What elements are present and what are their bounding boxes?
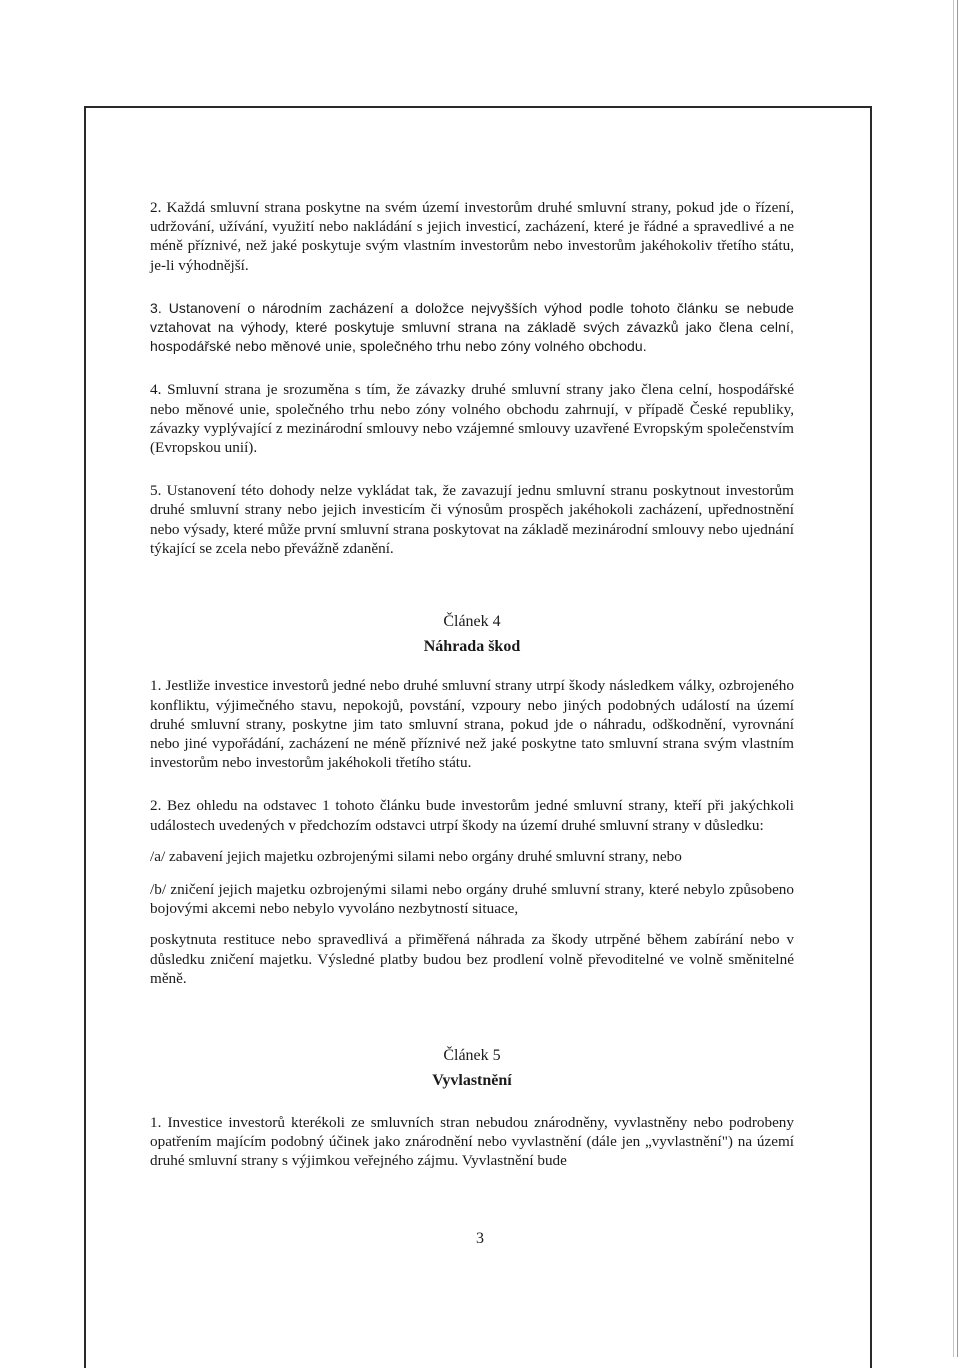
article-5-title: Vyvlastnění	[432, 1072, 512, 1090]
paragraph-3: 3. Ustanovení o národním zacházení a doložce nejvyšších výhod podle tohoto článku se nebude vztahovat na výhody, které poskytuje smluvní strana na základě svých závazků jako člena celní, hospodářské nebo měnové unie, společného trhu nebo zóny volného obchodu.	[150, 299, 794, 355]
scan-edge-line	[957, 0, 958, 1357]
article-4-item-a: /a/ zabavení jejich majetku ozbrojenými silami nebo orgány druhé smluvní strany, nebo	[150, 847, 682, 865]
article-4-paragraph-1: 1. Jestliže investice investorů jedné nebo druhé smluvní strany utrpí škody následkem války, ozbrojeného konfliktu, výjimečného stavu, nepokojů, povstání, vzpoury nebo jiných podobných událostí na území druhé smluvní strany, poskytne jim tato smluvní strana, pokud jde o náhradu, odškodnění, vyrovnání nebo jiné vypořádání, zacházení ne méně příznivé než jaké poskytne tato smluvní strana svým vlastním investorům nebo investorům jakéhokoli třetího státu.	[150, 677, 794, 772]
paragraph-4: 4. Smluvní strana je srozuměna s tím, že závazky druhé smluvní strany jako člena celní, hospodářské nebo měnové unie, společného trhu nebo zóny volného obchodu zahrnují, v případě České republiky, závazky vyplývající z mezinárodní smlouvy nebo vzájemné smlouvy uzavřené Evropským společenstvím (Evropskou unií).	[150, 381, 794, 457]
page-number: 3	[476, 1230, 484, 1247]
article-4-paragraph-2: 2. Bez ohledu na odstavec 1 tohoto článku bude investorům jedné smluvní strany, kteří při jakýchkoli událostech uvedených v předchozím odstavci utrpí škody na území druhé smluvní strany v důsledku:	[150, 797, 794, 834]
article-4-paragraph-3: poskytnuta restituce nebo spravedlivá a přiměřená náhrada za škody utrpěné během zabírání nebo v důsledku zničení majetku. Výsledné platby budou bez prodlení volně převoditelné ve volně směnitelné měně.	[150, 931, 794, 987]
article-4-number: Článek 4	[443, 613, 501, 631]
paragraph-5: 5. Ustanovení této dohody nelze vykládat tak, že zavazují jednu smluvní stranu poskytnout investorům druhé smluvní strany nebo jejich investicím či výnosům prospěch jakéhokoli zacházení, upřednostnění nebo výsady, které může první smluvní strana poskytovat na základě mezinárodní smlouvy nebo ujednání týkající se zcela nebo převážně zdanění.	[150, 482, 794, 557]
article-5-paragraph-1: 1. Investice investorů kterékoli ze smluvních stran nebudou znárodněny, vyvlastněny nebo podrobeny opatřením majícím podobný účinek jako znárodnění nebo vyvlastnění (dále jen „vyvlastnění") na území druhé smluvní strany s výjimkou veřejného zájmu. Vyvlastnění bude	[150, 1113, 794, 1169]
paragraph-2: 2. Každá smluvní strana poskytne na svém území investorům druhé smluvní strany, pokud jde o řízení, udržování, užívání, využití nebo nakládání s jejich investicí, zacházení, které je řádné a spravedlivé a ne méně příznivé, než jaké poskytuje svým vlastním investorům nebo investorům jakéhokoliv třetího státu, je-li výhodnější.	[150, 199, 794, 274]
scan-edge-line-secondary	[953, 0, 954, 1357]
document-body	[150, 198, 794, 1192]
article-5-number: Článek 5	[443, 1047, 501, 1065]
article-4-title: Náhrada škod	[423, 638, 521, 656]
article-4-item-b: /b/ zničení jejich majetku ozbrojenými silami nebo orgány druhé smluvní strany, které nebylo způsobeno bojovými akcemi nebo nebylo vyvoláno nezbytností situace,	[150, 881, 794, 918]
